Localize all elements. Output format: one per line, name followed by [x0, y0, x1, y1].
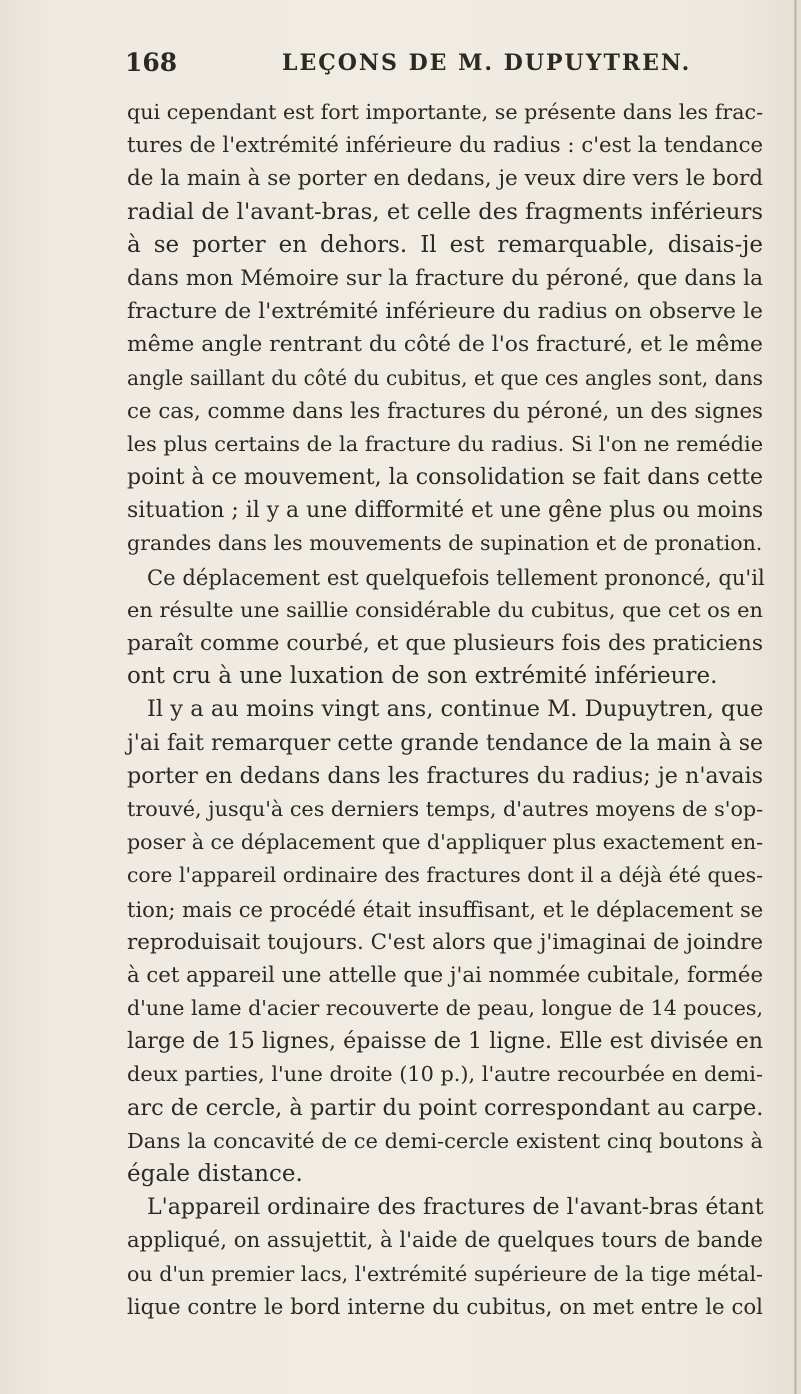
text-line: Il y a au moins vingt ans, continue M. Dupuytren, que	[147, 696, 764, 723]
text-line: trouvé, jusqu'à ces derniers temps, d'autres moyens de s'op-	[127, 796, 764, 821]
text-line: angle saillant du côté du cubitus, et que ces angles sont, dans	[127, 365, 763, 390]
text-line: tion; mais ce procédé était insuffisant, et le déplacement se	[127, 896, 764, 922]
text-line: grandes dans les mouvements de supination et de pronation.	[127, 531, 763, 556]
text-line: de la main à se porter en dedans, je veux dire vers le bord	[127, 166, 763, 192]
text-line: L'appareil ordinaire des fractures de l'avant-bras étant	[147, 1194, 764, 1221]
text-line: appliqué, on assujettit, à l'aide de quelques tours de bande	[127, 1228, 763, 1254]
text-line: large de 15 lignes, épaisse de 1 ligne. Elle est divisée en	[127, 1028, 763, 1055]
text-line: situation ; il y a une difformité et une gêne plus ou moins	[127, 498, 764, 524]
text-line: en résulte une saillie considérable du cubitus, que cet os en	[127, 597, 763, 622]
text-line: ont cru à une luxation de son extrémité inférieure.	[127, 663, 718, 690]
text-line: poser à ce déplacement que d'appliquer plus exactement en-	[127, 830, 764, 855]
text-line: ou d'un premier lacs, l'extrémité supérieure de la tige métal-	[127, 1261, 763, 1286]
text-line: ce cas, comme dans les fractures du péroné, un des signes	[127, 398, 763, 424]
body-text	[127, 96, 763, 1324]
text-line: Ce déplacement est quelquefois tellement prononcé, qu'il	[147, 564, 765, 590]
text-line: qui cependant est fort importante, se présente dans les frac-	[127, 100, 764, 124]
text-line: arc de cercle, à partir du point correspondant au carpe.	[127, 1094, 764, 1121]
text-line: radial de l'avant-bras, et celle des fragments inférieurs	[127, 198, 763, 225]
page-number: 168	[125, 48, 178, 77]
page-edge-shadow	[794, 0, 797, 1394]
text-line: core l'appareil ordinaire des fractures dont il a déjà été ques-	[127, 863, 763, 888]
text-line: d'une lame d'acier recouverte de peau, longue de 14 pouces,	[127, 996, 763, 1021]
text-line: deux parties, l'une droite (10 p.), l'autre recourbée en demi-	[127, 1062, 763, 1087]
text-line: j'ai fait remarquer cette grande tendance de la main à se	[127, 730, 763, 756]
text-line: tures de l'extrémité inférieure du radius : c'est la tendance	[127, 133, 764, 159]
text-line: même angle rentrant du côté de l'os fracturé, et le même	[127, 332, 763, 358]
text-line: paraît comme courbé, et que plusieurs fois des praticiens	[127, 631, 763, 656]
text-line: lique contre le bord interne du cubitus, on met entre le col	[127, 1294, 763, 1320]
running-head: LEÇONS DE M. DUPUYTREN.	[282, 50, 692, 76]
text-line: porter en dedans dans les fractures du radius; je n'avais	[127, 762, 763, 789]
text-line: les plus certains de la fracture du radius. Si l'on ne remédie	[127, 431, 764, 456]
page-header	[125, 48, 695, 88]
text-line: reproduisait toujours. C'est alors que j'imaginai de joindre	[127, 929, 763, 955]
text-line: Dans la concavité de ce demi-cercle existent cinq boutons à	[127, 1128, 763, 1153]
text-line: égale distance.	[127, 1161, 303, 1187]
text-line: dans mon Mémoire sur la fracture du péroné, que dans la	[127, 265, 763, 291]
text-line: fracture de l'extrémité inférieure du radius on observe le	[127, 299, 763, 325]
text-line: point à ce mouvement, la consolidation se fait dans cette	[127, 465, 763, 491]
text-line: à cet appareil une attelle que j'ai nommée cubitale, formée	[127, 962, 763, 988]
text-line: à se porter en dehors. Il est remarquable, disais-je	[127, 231, 763, 258]
